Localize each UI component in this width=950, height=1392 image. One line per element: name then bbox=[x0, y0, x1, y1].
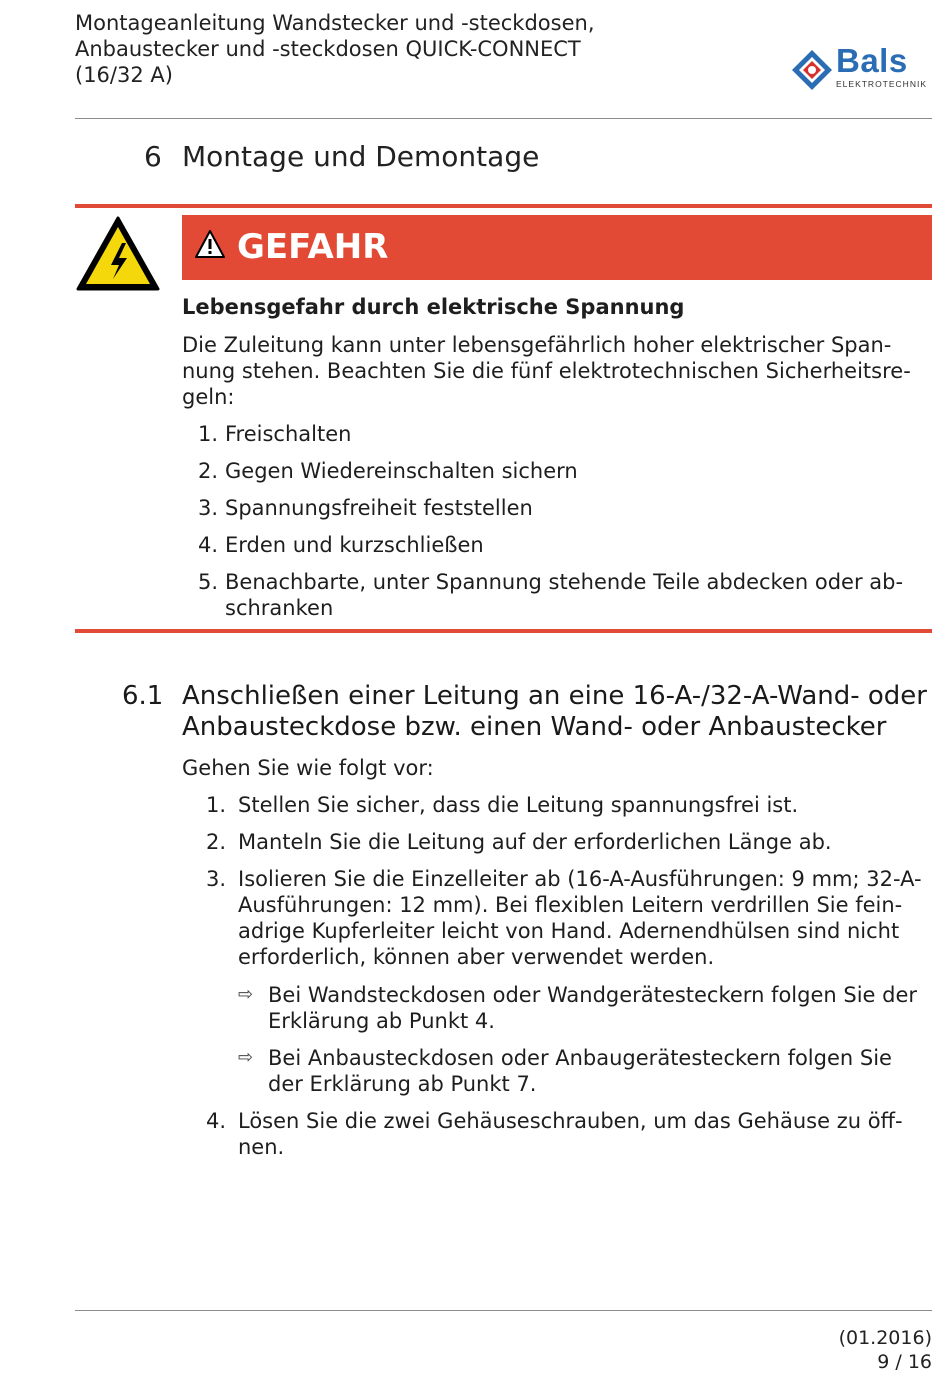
result-text-line: der Erklärung ab Punkt 7. bbox=[268, 1072, 537, 1096]
section-title-line: Anbausteckdose bzw. einen Wand- oder Anbaustecker bbox=[182, 712, 887, 742]
step-text-line: adrige Kupferleiter leicht von Hand. Adernendhülsen sind nicht bbox=[238, 919, 900, 943]
step-text bbox=[238, 866, 922, 970]
rule-text: Gegen Wiedereinschalten sichern bbox=[225, 459, 578, 483]
warning-triangle-icon bbox=[194, 229, 226, 259]
logo-subtitle: ELEKTROTECHNIK bbox=[836, 79, 927, 89]
step-text-line: erforderlich, können aber verwendet werden. bbox=[238, 945, 715, 969]
document-title bbox=[75, 10, 635, 88]
rule-text-line: schranken bbox=[225, 596, 334, 620]
step-number: 2. bbox=[205, 830, 226, 854]
warning-heading: Lebensgefahr durch elektrische Spannung bbox=[182, 295, 685, 319]
warning-body-line: geln: bbox=[182, 385, 235, 409]
step-text-line: Isolieren Sie die Einzelleiter ab (16-A-Ausführungen: 9 mm; 32-A- bbox=[238, 867, 922, 891]
warning-bottom-rule bbox=[75, 629, 932, 633]
footer-divider bbox=[75, 1310, 932, 1311]
result-text-line: Bei Wandsteckdosen oder Wandgerätesteckern folgen Sie der bbox=[268, 983, 918, 1007]
chapter-number: 6 bbox=[144, 140, 162, 173]
step-text-line: nen. bbox=[238, 1135, 285, 1159]
step-number: 4. bbox=[205, 1109, 226, 1133]
high-voltage-warning-icon bbox=[75, 215, 161, 293]
result-text bbox=[268, 1045, 892, 1097]
step-text: Manteln Sie die Leitung auf der erforderlichen Länge ab. bbox=[238, 830, 832, 854]
result-text-line: Erklärung ab Punkt 4. bbox=[268, 1009, 495, 1033]
step-text-line: Lösen Sie die zwei Gehäuseschrauben, um das Gehäuse zu öff- bbox=[238, 1109, 903, 1133]
rule-text-line: Benachbarte, unter Spannung stehende Teile abdecken oder ab- bbox=[225, 570, 904, 594]
header-divider bbox=[75, 118, 932, 119]
danger-banner bbox=[182, 215, 932, 280]
logo-wordmark: Bals bbox=[836, 42, 908, 79]
bals-diamond-icon bbox=[790, 48, 834, 92]
document-title-line: Montageanleitung Wandstecker und -steckdosen, bbox=[75, 11, 595, 35]
rule-text: Freischalten bbox=[225, 422, 352, 446]
document-title-line: (16/32 A) bbox=[75, 63, 173, 87]
rule-text: Erden und kurzschließen bbox=[225, 533, 484, 557]
result-text bbox=[268, 982, 917, 1034]
rule-number: 5. bbox=[197, 570, 218, 594]
step-text: Stellen Sie sicher, dass die Leitung spannungsfrei ist. bbox=[238, 793, 799, 817]
document-title-line: Anbaustecker und -steckdosen QUICK-CONNECT bbox=[75, 37, 581, 61]
rule-number: 3. bbox=[197, 496, 218, 520]
section-intro: Gehen Sie wie folgt vor: bbox=[182, 756, 434, 780]
step-text-line: Ausführungen: 12 mm). Bei flexiblen Leitern verdrillen Sie fein- bbox=[238, 893, 903, 917]
result-arrow-icon: ⇨ bbox=[238, 1047, 254, 1068]
rule-number: 1. bbox=[197, 422, 218, 446]
section-number: 6.1 bbox=[122, 681, 164, 711]
warning-top-rule bbox=[75, 204, 932, 208]
page-number: 9 / 16 bbox=[877, 1351, 932, 1373]
section-title-line: Anschließen einer Leitung an eine 16-A-/32-A-Wand- oder bbox=[182, 681, 927, 711]
step-text bbox=[238, 1108, 903, 1160]
footer-date: (01.2016) bbox=[838, 1327, 932, 1349]
warning-body bbox=[182, 332, 911, 410]
danger-label: GEFAHR bbox=[237, 227, 389, 267]
rule-text: Spannungsfreiheit feststellen bbox=[225, 496, 533, 520]
warning-body-line: nung stehen. Beachten Sie die fünf elektrotechnischen Sicherheitsre- bbox=[182, 359, 911, 383]
section-title bbox=[182, 681, 927, 743]
chapter-title: Montage und Demontage bbox=[182, 140, 540, 173]
result-arrow-icon: ⇨ bbox=[238, 984, 254, 1005]
warning-body-line: Die Zuleitung kann unter lebensgefährlich hoher elektrischer Span- bbox=[182, 333, 892, 357]
step-number: 1. bbox=[205, 793, 226, 817]
rule-number: 4. bbox=[197, 533, 218, 557]
rule-text bbox=[225, 569, 903, 621]
rule-number: 2. bbox=[197, 459, 218, 483]
step-number: 3. bbox=[205, 867, 226, 891]
bals-logo bbox=[790, 42, 935, 92]
result-text-line: Bei Anbausteckdosen oder Anbaugerätesteckern folgen Sie bbox=[268, 1046, 892, 1070]
